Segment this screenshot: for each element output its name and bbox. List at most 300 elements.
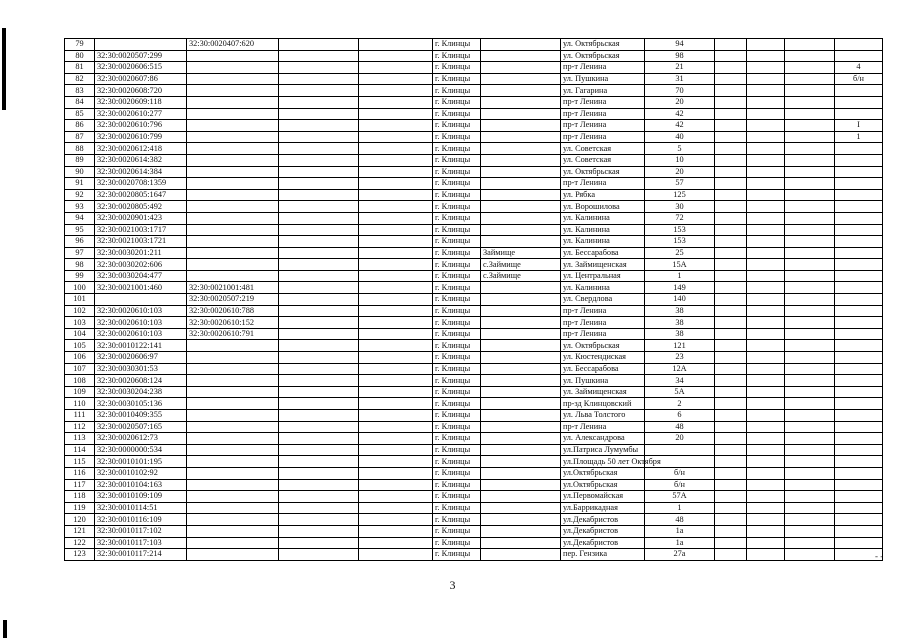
table-cell: 48 xyxy=(645,514,715,526)
table-cell xyxy=(747,131,785,143)
table-cell xyxy=(835,166,883,178)
table-cell: 98 xyxy=(65,259,95,271)
table-cell: г. Клинцы xyxy=(433,305,481,317)
table-cell: 97 xyxy=(65,247,95,259)
table-cell: г. Клинцы xyxy=(433,340,481,352)
table-cell xyxy=(785,294,835,306)
table-row xyxy=(65,73,883,85)
table-cell xyxy=(835,491,883,503)
table-cell: пр-т Ленина xyxy=(561,96,645,108)
table-cell: 32:30:0030201:211 xyxy=(95,247,187,259)
table-cell xyxy=(279,131,359,143)
table-cell xyxy=(835,456,883,468)
table-cell xyxy=(715,491,747,503)
table-cell: ул. Калинина xyxy=(561,224,645,236)
table-cell: 102 xyxy=(65,305,95,317)
table-row xyxy=(65,537,883,549)
table-row xyxy=(65,352,883,364)
table-cell: 32:30:0020610:277 xyxy=(95,108,187,120)
table-cell: 89 xyxy=(65,154,95,166)
table-cell: 32:30:0010104:163 xyxy=(95,479,187,491)
table-cell: ул. Рябка xyxy=(561,189,645,201)
table-cell xyxy=(747,166,785,178)
table-cell xyxy=(279,294,359,306)
table-cell xyxy=(279,456,359,468)
table-cell xyxy=(715,247,747,259)
table-cell xyxy=(359,549,433,561)
table-cell: ул. Калинина xyxy=(561,212,645,224)
table-cell: г. Клинцы xyxy=(433,201,481,213)
table-cell: 79 xyxy=(65,39,95,51)
table-cell: 34 xyxy=(645,375,715,387)
table-cell: 32:30:0020610:788 xyxy=(187,305,279,317)
table-cell: ул.Октябрьская xyxy=(561,467,645,479)
table-cell xyxy=(187,340,279,352)
table-cell xyxy=(835,154,883,166)
table-cell xyxy=(785,259,835,271)
table-cell: г. Клинцы xyxy=(433,317,481,329)
table-cell xyxy=(187,143,279,155)
table-cell xyxy=(747,178,785,190)
table-cell xyxy=(785,502,835,514)
table-cell xyxy=(835,421,883,433)
table-row xyxy=(65,433,883,445)
table-cell xyxy=(279,421,359,433)
table-row xyxy=(65,444,883,456)
table-cell: ул. Советская xyxy=(561,154,645,166)
table-cell xyxy=(481,317,561,329)
table-cell: г. Клинцы xyxy=(433,525,481,537)
table-row xyxy=(65,39,883,51)
table-cell xyxy=(785,282,835,294)
table-cell xyxy=(481,62,561,74)
table-cell xyxy=(279,85,359,97)
table-cell xyxy=(359,236,433,248)
table-cell: г. Клинцы xyxy=(433,456,481,468)
table-cell xyxy=(279,363,359,375)
table-cell xyxy=(785,410,835,422)
table-cell xyxy=(785,73,835,85)
table-cell xyxy=(359,537,433,549)
table-row xyxy=(65,166,883,178)
table-cell: 32:30:0030204:477 xyxy=(95,270,187,282)
table-cell xyxy=(279,108,359,120)
table-cell: 32:30:0020407:620 xyxy=(187,39,279,51)
table-cell: ул. Центральная xyxy=(561,270,645,282)
table-cell xyxy=(747,154,785,166)
table-row xyxy=(65,85,883,97)
table-cell xyxy=(715,236,747,248)
table-cell: 94 xyxy=(65,212,95,224)
table-cell xyxy=(835,259,883,271)
table-cell xyxy=(785,398,835,410)
table-cell: 1 xyxy=(645,270,715,282)
table-cell xyxy=(187,549,279,561)
table-cell xyxy=(747,328,785,340)
table-cell xyxy=(785,39,835,51)
table-cell xyxy=(785,340,835,352)
table-cell: I xyxy=(835,120,883,132)
table-cell: 31 xyxy=(645,73,715,85)
table-cell xyxy=(715,340,747,352)
table-cell: 116 xyxy=(65,467,95,479)
table-cell: ул. Займищенская xyxy=(561,259,645,271)
scan-artifact: - - xyxy=(875,551,884,561)
table-cell: 32:30:0020610:103 xyxy=(95,305,187,317)
table-cell: 84 xyxy=(65,96,95,108)
table-cell xyxy=(187,386,279,398)
table-cell xyxy=(747,62,785,74)
table-cell xyxy=(835,212,883,224)
table-row xyxy=(65,282,883,294)
table-cell: г. Клинцы xyxy=(433,50,481,62)
table-cell: 32:30:0030105:136 xyxy=(95,398,187,410)
table-cell: 72 xyxy=(645,212,715,224)
table-cell: г. Клинцы xyxy=(433,282,481,294)
table-row xyxy=(65,201,883,213)
table-cell xyxy=(715,224,747,236)
table-cell xyxy=(715,375,747,387)
table-cell xyxy=(187,224,279,236)
table-cell xyxy=(835,479,883,491)
table-cell: пр-т Ленина xyxy=(561,62,645,74)
table-cell xyxy=(279,317,359,329)
table-cell xyxy=(359,317,433,329)
table-cell: пр-т Ленина xyxy=(561,317,645,329)
table-cell xyxy=(785,108,835,120)
table-cell xyxy=(715,73,747,85)
table-cell xyxy=(481,328,561,340)
table-cell xyxy=(279,154,359,166)
table-cell: 125 xyxy=(645,189,715,201)
table-cell: 153 xyxy=(645,224,715,236)
table-cell xyxy=(187,375,279,387)
table-cell xyxy=(359,386,433,398)
table-cell xyxy=(747,143,785,155)
table-cell: 32:30:0020614:382 xyxy=(95,154,187,166)
table-cell xyxy=(187,62,279,74)
table-cell: 32:30:0020608:720 xyxy=(95,85,187,97)
table-cell: ул. Октябрьская xyxy=(561,340,645,352)
table-cell: 118 xyxy=(65,491,95,503)
table-cell: ул. Бессарабова xyxy=(561,363,645,375)
table-cell: 140 xyxy=(645,294,715,306)
table-cell xyxy=(187,398,279,410)
table-cell xyxy=(187,363,279,375)
table-cell xyxy=(279,178,359,190)
table-cell xyxy=(835,467,883,479)
table-cell: ул. Свердлова xyxy=(561,294,645,306)
table-cell: ул. Калинина xyxy=(561,282,645,294)
table-cell xyxy=(187,537,279,549)
table-cell xyxy=(747,467,785,479)
table-cell xyxy=(785,433,835,445)
table-cell: 117 xyxy=(65,479,95,491)
table-cell: ул. Гагарина xyxy=(561,85,645,97)
table-row xyxy=(65,212,883,224)
table-cell: Займище xyxy=(481,247,561,259)
table-cell: г. Клинцы xyxy=(433,212,481,224)
table-cell xyxy=(359,178,433,190)
table-cell: б/н xyxy=(835,73,883,85)
table-cell xyxy=(715,50,747,62)
table-cell: с.Займище xyxy=(481,270,561,282)
table-cell xyxy=(785,549,835,561)
table-row xyxy=(65,467,883,479)
table-cell xyxy=(747,340,785,352)
table-cell: 109 xyxy=(65,386,95,398)
table-cell: 80 xyxy=(65,50,95,62)
table-cell: 32:30:0010117:102 xyxy=(95,525,187,537)
table-cell: 101 xyxy=(65,294,95,306)
table-cell xyxy=(359,305,433,317)
table-cell xyxy=(481,85,561,97)
table-cell xyxy=(785,352,835,364)
table-cell xyxy=(747,224,785,236)
table-cell xyxy=(785,479,835,491)
table-row xyxy=(65,363,883,375)
table-cell: 32:30:0030204:238 xyxy=(95,386,187,398)
table-cell xyxy=(715,120,747,132)
table-cell xyxy=(187,131,279,143)
table-cell: 32:30:0020901:423 xyxy=(95,212,187,224)
table-cell: 32:30:0010117:103 xyxy=(95,537,187,549)
table-cell: пр-т Ленина xyxy=(561,305,645,317)
table-cell: 20 xyxy=(645,96,715,108)
table-cell xyxy=(359,166,433,178)
table-cell xyxy=(835,328,883,340)
table-cell xyxy=(715,62,747,74)
table-cell: 32:30:0020708:1359 xyxy=(95,178,187,190)
table-cell xyxy=(187,525,279,537)
table-cell xyxy=(747,410,785,422)
table-row xyxy=(65,514,883,526)
table-cell: 57А xyxy=(645,491,715,503)
table-cell: 87 xyxy=(65,131,95,143)
table-cell: г. Клинцы xyxy=(433,62,481,74)
table-cell: ул.Патриса Лумумбы xyxy=(561,444,645,456)
table-cell xyxy=(747,305,785,317)
table-cell: ул. Пушкина xyxy=(561,375,645,387)
table-cell xyxy=(481,479,561,491)
table-cell: 108 xyxy=(65,375,95,387)
table-cell xyxy=(359,456,433,468)
table-cell xyxy=(835,236,883,248)
table-row xyxy=(65,317,883,329)
table-cell xyxy=(359,50,433,62)
table-cell: 32:30:0020607:86 xyxy=(95,73,187,85)
table-cell xyxy=(835,39,883,51)
table-cell xyxy=(481,212,561,224)
table-cell: 94 xyxy=(645,39,715,51)
table-cell: 112 xyxy=(65,421,95,433)
table-cell xyxy=(785,131,835,143)
table-cell xyxy=(835,537,883,549)
table-cell xyxy=(715,154,747,166)
table-cell xyxy=(359,294,433,306)
table-cell: 121 xyxy=(65,525,95,537)
table-cell: 25 xyxy=(645,247,715,259)
table-cell: г. Клинцы xyxy=(433,467,481,479)
table-cell xyxy=(187,96,279,108)
table-cell xyxy=(747,537,785,549)
table-cell xyxy=(279,502,359,514)
table-cell xyxy=(279,328,359,340)
table-cell xyxy=(715,143,747,155)
table-cell: 98 xyxy=(645,50,715,62)
table-cell: 32:30:0020612:73 xyxy=(95,433,187,445)
table-cell xyxy=(187,491,279,503)
table-cell xyxy=(715,131,747,143)
table-cell: 1 xyxy=(835,131,883,143)
table-row xyxy=(65,50,883,62)
table-cell xyxy=(481,491,561,503)
table-cell: 122 xyxy=(65,537,95,549)
table-cell xyxy=(785,166,835,178)
table-cell: 113 xyxy=(65,433,95,445)
table-cell xyxy=(481,96,561,108)
table-cell xyxy=(747,456,785,468)
table-cell: пр-т Ленина xyxy=(561,328,645,340)
table-cell: 95 xyxy=(65,224,95,236)
table-cell xyxy=(785,62,835,74)
table-cell: г. Клинцы xyxy=(433,375,481,387)
table-cell xyxy=(747,317,785,329)
table-cell: 105 xyxy=(65,340,95,352)
table-cell xyxy=(747,502,785,514)
table-cell xyxy=(835,502,883,514)
table-cell: 103 xyxy=(65,317,95,329)
table-row xyxy=(65,259,883,271)
table-cell xyxy=(715,537,747,549)
table-cell xyxy=(835,363,883,375)
table-cell: 96 xyxy=(65,236,95,248)
table-cell: г. Клинцы xyxy=(433,259,481,271)
table-cell: г. Клинцы xyxy=(433,386,481,398)
table-cell: 88 xyxy=(65,143,95,155)
table-cell xyxy=(481,305,561,317)
table-cell xyxy=(481,39,561,51)
table-cell xyxy=(359,282,433,294)
table-cell: ул. Советская xyxy=(561,143,645,155)
table-cell xyxy=(279,410,359,422)
table-cell xyxy=(187,247,279,259)
table-cell: 120 xyxy=(65,514,95,526)
table-row xyxy=(65,375,883,387)
table-cell: г. Клинцы xyxy=(433,131,481,143)
table-cell xyxy=(645,444,715,456)
table-cell: г. Клинцы xyxy=(433,96,481,108)
table-cell xyxy=(715,479,747,491)
table-cell xyxy=(835,340,883,352)
table-row xyxy=(65,491,883,503)
table-cell: 91 xyxy=(65,178,95,190)
table-cell: ул. Александрова xyxy=(561,433,645,445)
table-cell xyxy=(747,433,785,445)
table-cell: 40 xyxy=(645,131,715,143)
table-cell: г. Клинцы xyxy=(433,247,481,259)
table-cell xyxy=(481,294,561,306)
table-cell: 32:30:0010117:214 xyxy=(95,549,187,561)
table-cell xyxy=(747,189,785,201)
table-cell xyxy=(715,398,747,410)
table-cell xyxy=(785,212,835,224)
table-cell xyxy=(785,363,835,375)
table-cell: ул. Бессарабова xyxy=(561,247,645,259)
table-cell: 1 xyxy=(645,502,715,514)
table-cell: 32:30:0021001:460 xyxy=(95,282,187,294)
table-cell: 32:30:0020507:299 xyxy=(95,50,187,62)
table-cell: 32:30:0020608:124 xyxy=(95,375,187,387)
table-cell xyxy=(187,467,279,479)
table-row xyxy=(65,386,883,398)
table-cell: ул. Октябрьская xyxy=(561,50,645,62)
table-cell xyxy=(715,456,747,468)
table-cell: 100 xyxy=(65,282,95,294)
table-cell: г. Клинцы xyxy=(433,433,481,445)
table-cell xyxy=(747,50,785,62)
table-cell xyxy=(481,467,561,479)
table-cell xyxy=(785,305,835,317)
table-cell: 6 xyxy=(645,410,715,422)
table-cell xyxy=(359,39,433,51)
table-cell xyxy=(715,328,747,340)
table-cell xyxy=(359,73,433,85)
table-cell xyxy=(359,363,433,375)
table-cell: 121 xyxy=(645,340,715,352)
table-cell xyxy=(715,467,747,479)
table-row xyxy=(65,549,883,561)
table-cell: 70 xyxy=(645,85,715,97)
table-cell xyxy=(481,50,561,62)
table-cell xyxy=(279,50,359,62)
table-row xyxy=(65,96,883,108)
table-cell: пр-т Ленина xyxy=(561,131,645,143)
table-cell: ул.Баррикадная xyxy=(561,502,645,514)
table-cell xyxy=(481,224,561,236)
table-row xyxy=(65,456,883,468)
table-cell xyxy=(279,537,359,549)
table-cell xyxy=(835,247,883,259)
table-cell xyxy=(785,189,835,201)
table-cell: 32:30:0020606:97 xyxy=(95,352,187,364)
table-cell: 32:30:0021003:1717 xyxy=(95,224,187,236)
table-cell: г. Клинцы xyxy=(433,352,481,364)
table-cell xyxy=(279,166,359,178)
table-cell xyxy=(785,317,835,329)
table-cell: 32:30:0020609:118 xyxy=(95,96,187,108)
table-row xyxy=(65,270,883,282)
table-cell: 20 xyxy=(645,433,715,445)
table-cell: 110 xyxy=(65,398,95,410)
table-cell: ул. Калинина xyxy=(561,236,645,248)
table-cell xyxy=(785,96,835,108)
table-cell xyxy=(279,201,359,213)
table-cell: 83 xyxy=(65,85,95,97)
table-cell: 32:30:0020805:492 xyxy=(95,201,187,213)
table-cell xyxy=(187,212,279,224)
table-cell xyxy=(835,317,883,329)
table-cell: г. Клинцы xyxy=(433,479,481,491)
table-cell xyxy=(785,525,835,537)
table-row xyxy=(65,305,883,317)
table-cell: 20 xyxy=(645,166,715,178)
table-cell xyxy=(785,537,835,549)
table-cell xyxy=(187,154,279,166)
table-row xyxy=(65,294,883,306)
table-cell: г. Клинцы xyxy=(433,39,481,51)
table-cell xyxy=(715,305,747,317)
